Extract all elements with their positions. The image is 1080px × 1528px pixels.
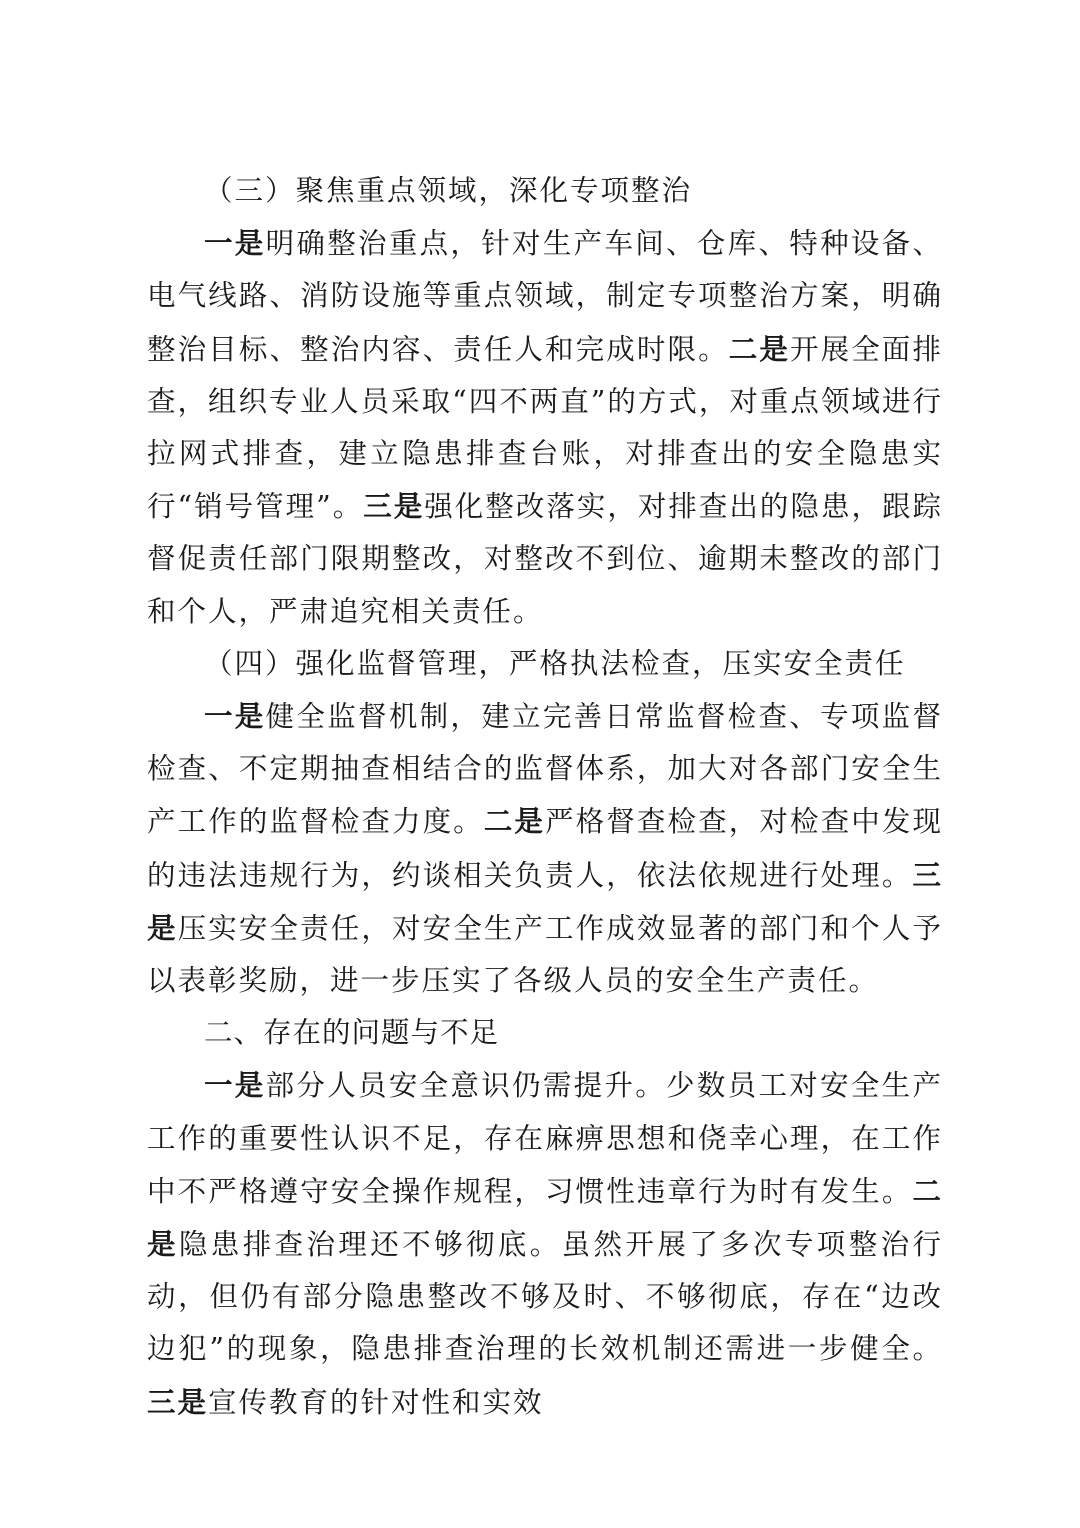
paragraph-text: 压实安全责任，对安全生产工作成效显著的部门和个人予以表彰奖励，进一步压实了各级人员的安全生产责任。 (147, 911, 943, 998)
ordinal-lead: 一是 (204, 699, 266, 734)
section-4-heading: （四）强化监督管理，严格执法检查，压实安全责任 (204, 646, 906, 680)
section-4-paragraph (147, 690, 943, 1007)
ordinal-lead: 二是 (728, 331, 790, 366)
paragraph-text: 隐患排查治理还不够彻底。虽然开展了多次专项整治行动，但仍有部分隐患整改不够及时、不够彻底，存在“边改边犯”的现象，隐患排查治理的长效机制还需进一步健全。 (147, 1228, 943, 1366)
paragraph-text: 开展全面排查，组织专业人员采取“四不两直”的方式，对重点领域进行拉网式排查，建立隐患排查台账，对排查出的安全隐患实行“销号管理”。 (147, 332, 943, 524)
ordinal-lead: 一是 (204, 226, 266, 261)
ordinal-lead: 三是 (363, 489, 425, 524)
section-3-paragraph (147, 217, 943, 638)
part-2-heading: 二、存在的问题与不足 (204, 1016, 500, 1050)
ordinal-lead: 二是 (147, 1173, 943, 1262)
paragraph-text: 明确整治重点，针对生产车间、仓库、特种设备、电气线路、消防设施等重点领域，制定专项整治方案，明确整治目标、整治内容、责任人和完成时限。 (147, 227, 943, 366)
ordinal-lead: 二是 (483, 804, 546, 839)
paragraph-text: 健全监督机制，建立完善日常监督检查、专项监督检查、不定期抽查相结合的监督体系，加大对各部门安全生产工作的监督检查力度。 (147, 700, 943, 839)
section-3-heading: （三）聚焦重点领域，深化专项整治 (204, 174, 693, 207)
paragraph-text: 严格督查检查，对检查中发现的违法违规行为，约谈相关负责人，依法依规进行处理。 (147, 805, 943, 892)
paragraph-text: 部分人员安全意识仍需提升。少数员工对安全生产工作的重要性认识不足，存在麻痹思想和侥幸心理，在工作中不严格遵守安全操作规程，习惯性违章行为时有发生。 (147, 1069, 943, 1208)
ordinal-lead: 三是 (147, 1384, 209, 1419)
paragraph-text: 强化整改落实，对排查出的隐患，跟踪督促责任部门限期整改，对整改不到位、逾期未整改的部门和个人，严肃追究相关责任。 (147, 490, 943, 628)
document-body (147, 165, 943, 1429)
part-2-paragraph (147, 1059, 943, 1428)
ordinal-lead: 一是 (204, 1068, 266, 1103)
ordinal-lead: 三是 (147, 857, 943, 945)
paragraph-text: 宣传教育的针对性和实效 (208, 1385, 544, 1419)
